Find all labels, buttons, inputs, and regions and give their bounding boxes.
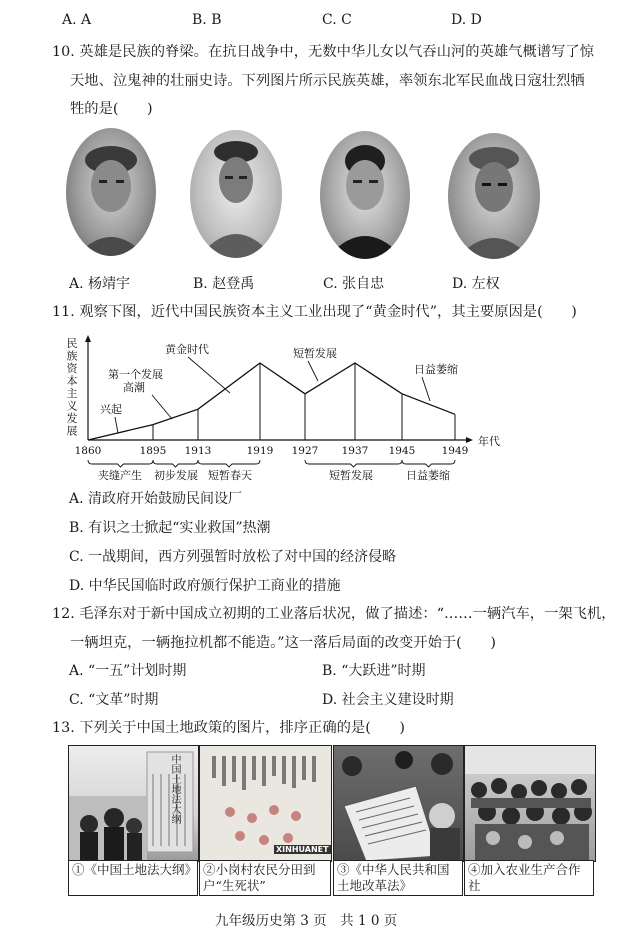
y-axis-label-char: 族 [66, 349, 78, 363]
q11-option-c: C. 一战期间，西方列强暂时放松了对中国的经济侵略 [69, 549, 397, 565]
portrait-d-figure [448, 133, 540, 259]
photo-xiaogang-pact [199, 745, 332, 862]
x-tick-label: 1949 [441, 445, 469, 457]
y-axis-arrow [85, 335, 91, 342]
q11-option-d: D. 中华民国临时政府颁行保护工商业的措施 [69, 578, 341, 594]
period-brace [305, 460, 402, 467]
q12-option-c: C. “文革”时期 [69, 692, 159, 708]
caption-2: ②小岗村农民分田到户“生死状” [199, 860, 331, 896]
chart-annotation: 日益萎缩 [414, 363, 458, 376]
portrait-d [448, 133, 540, 259]
industry-development-chart [60, 333, 530, 483]
caption-3: ③《中华人民共和国土地改革法》 [333, 860, 463, 896]
x-tick-label: 1919 [246, 445, 274, 457]
photo-land-reform-law [333, 745, 464, 862]
q12-option-a: A. “一五”计划时期 [69, 663, 187, 679]
chart-annotation-wave-line1: 第一个发展 [108, 368, 163, 381]
xinhuanet-watermark: XINHUANET [276, 845, 329, 854]
x-tick-label: 1895 [139, 445, 167, 457]
q12-option-b: B. “大跃进”时期 [322, 663, 426, 679]
q10-option-d: D. 左权 [452, 276, 500, 292]
annotation-leader [115, 417, 118, 433]
y-axis-label-char: 本 [66, 374, 78, 388]
y-axis-label-char: 主 [66, 387, 78, 400]
q10-option-b: B. 赵登禹 [193, 276, 255, 292]
q9-option-a: A. A [62, 12, 92, 28]
q11-option-b: B. 有识之士掀起“实业救国”热潮 [69, 520, 271, 536]
x-tick-label: 1913 [184, 445, 212, 457]
annotation-leader [188, 357, 230, 393]
portrait-a [66, 128, 156, 256]
q12-option-d: D. 社会主义建设时期 [322, 692, 454, 708]
caption-4: ④加入农业生产合作社 [464, 860, 594, 896]
q10-option-c: C. 张自忠 [323, 276, 385, 292]
q9-option-c: C. C [322, 12, 352, 28]
caption-1: ①《中国土地法大纲》 [68, 860, 198, 896]
q9-option-b: B. B [192, 12, 222, 28]
q10-stem-line3: 牲的是( ) [70, 101, 153, 117]
period-label: 短暂春天 [208, 469, 252, 482]
q11-stem: 11. 观察下图，近代中国民族资本主义工业出现了“黄金时代”，其主要原因是( ) [52, 304, 577, 320]
q10-option-a: A. 杨靖宇 [69, 276, 131, 292]
portrait-c-figure [320, 131, 410, 259]
page-footer: 九年级历史第 3 页 共 1 0 页 [215, 913, 398, 929]
y-axis-label-char: 资 [66, 362, 78, 375]
chart-annotation: 短暂发展 [293, 347, 337, 360]
q10-stem-line2: 天地、泣鬼神的壮丽史诗。下列图片所示民族英雄，率领东北军民血战日寇壮烈牺 [70, 73, 585, 89]
q12-stem-line1: 12. 毛泽东对于新中国成立初期的工业落后状况，做了描述：“……一辆汽车，一架飞机， [52, 606, 616, 622]
y-axis-label-char: 民 [66, 337, 78, 350]
portrait-b [190, 130, 282, 258]
x-axis-label: 年代 [478, 435, 500, 448]
portrait-c [320, 131, 410, 259]
period-label: 夹缝产生 [98, 469, 142, 482]
portrait-a-figure [66, 128, 156, 256]
period-label: 初步发展 [154, 469, 198, 482]
period-brace [153, 460, 198, 467]
photo-1-title-text: 中国土地法大纲 [169, 754, 180, 824]
q9-option-d: D. D [451, 12, 482, 28]
x-tick-label: 1860 [74, 445, 102, 457]
y-axis-label-char: 展 [66, 424, 78, 438]
photo-3-scene [334, 746, 463, 861]
photo-agricultural-cooperative [464, 745, 596, 862]
q12-stem-line2: 一辆坦克，一辆拖拉机都不能造。”这一落后局面的改变开始于( ) [70, 635, 496, 651]
q11-option-a: A. 清政府开始鼓励民间设厂 [69, 491, 243, 507]
period-brace [198, 460, 260, 467]
photo-land-law-outline [68, 745, 199, 862]
chart-annotation: 黄金时代 [165, 343, 209, 356]
chart-annotation-wave-line2: 高潮 [123, 381, 145, 394]
q10-stem-line1: 10. 英雄是民族的脊梁。在抗日战争中，无数中华儿女以气吞山河的英雄气概谱写了惊 [52, 44, 594, 60]
portrait-b-figure [190, 130, 282, 258]
x-tick-label: 1937 [341, 445, 369, 457]
q13-stem: 13. 下列关于中国土地政策的图片，排序正确的是( ) [52, 720, 405, 736]
annotation-leader [308, 361, 318, 381]
y-axis-label-char: 发 [66, 412, 78, 425]
period-brace [88, 460, 153, 467]
x-axis-arrow [466, 437, 473, 443]
period-label: 短暂发展 [329, 469, 373, 482]
photo-4-scene [465, 746, 595, 861]
period-label: 日益萎缩 [406, 469, 450, 482]
y-axis-label-char: 义 [66, 399, 78, 413]
x-tick-label: 1927 [291, 445, 319, 457]
photo-2-document [200, 746, 331, 861]
chart-annotation: 兴起 [100, 403, 122, 416]
annotation-leader [422, 377, 430, 401]
x-tick-label: 1945 [388, 445, 416, 457]
annotation-leader [152, 395, 172, 419]
period-brace [402, 460, 455, 467]
